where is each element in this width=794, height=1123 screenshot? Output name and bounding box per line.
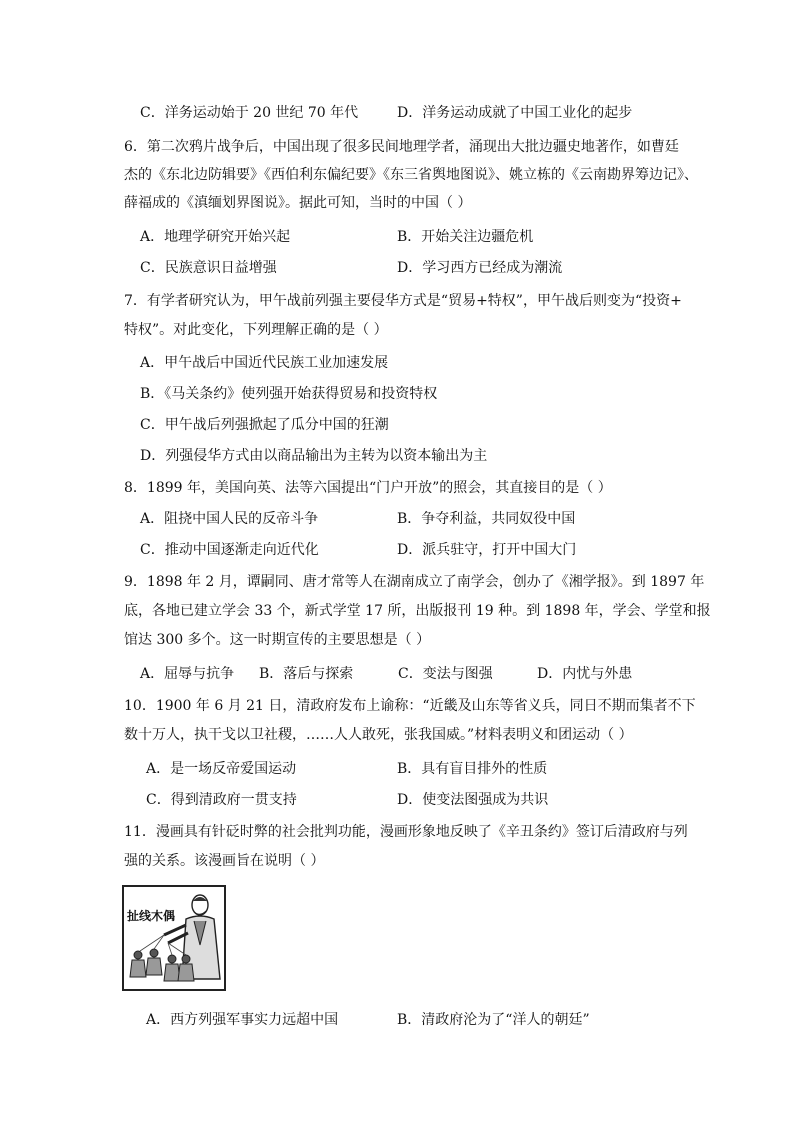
q9-option-c: C．变法与图强 xyxy=(398,666,493,682)
q8-option-b: B．争夺利益，共同奴役中国 xyxy=(397,511,576,527)
q6-option-d: D．学习西方已经成为潮流 xyxy=(397,260,563,276)
q8-option-d: D．派兵驻守，打开中国大门 xyxy=(397,542,577,558)
q5-option-c: C．洋务运动始于 20 世纪 70 年代 xyxy=(140,105,359,121)
q9-stem-line1: 9．1898 年 2 月，谭嗣同、唐才常等人在湖南成立了南学会，创办了《湘学报》。到 1897 年 xyxy=(124,574,705,590)
q6-stem-line1: 6．第二次鸦片战争后，中国出现了很多民间地理学者，涌现出大批边疆史地著作，如曹廷 xyxy=(124,139,679,155)
q10-option-b: B．具有盲目排外的性质 xyxy=(397,761,548,777)
q5-option-d: D．洋务运动成就了中国工业化的起步 xyxy=(397,105,633,121)
q9-option-a: A．屈辱与抗争 xyxy=(140,666,235,682)
q10-stem-line1: 10．1900 年 6 月 21 日，清政府发布上谕称：“近畿及山东等省义兵，同日不期而集者不下 xyxy=(124,698,696,714)
q6-stem-line3: 薛福成的《滇缅划界图说》。据此可知，当时的中国（ ） xyxy=(124,195,472,211)
q9-stem-line2: 底，各地已建立学会 33 个，新式学堂 17 所，出版报刊 19 种。到 1898 年，学会、学堂和报 xyxy=(124,603,711,619)
q10-option-c: C．得到清政府一贯支持 xyxy=(146,792,297,808)
q9-stem-line3: 馆达 300 多个。这一时期宣传的主要思想是（ ） xyxy=(124,632,431,648)
q11-option-b: B．清政府沦为了“洋人的朝廷” xyxy=(397,1012,590,1028)
q11-stem-line2: 强的关系。该漫画旨在说明（ ） xyxy=(124,853,325,869)
q7-option-d: D．列强侵华方式由以商品输出为主转为以资本输出为主 xyxy=(140,448,488,464)
q6-option-a: A．地理学研究开始兴起 xyxy=(140,229,291,245)
q8-option-c: C．推动中国逐渐走向近代化 xyxy=(140,542,319,558)
q7-stem-line1: 7．有学者研究认为，甲午战前列强主要侵华方式是“贸易+特权”，甲午战后则变为“投资+ xyxy=(124,293,682,309)
q10-stem-line2: 数十万人，执干戈以卫社稷，……人人敢死，张我国威。”材料表明义和团运动（ ） xyxy=(124,727,633,743)
q6-option-c: C．民族意识日益增强 xyxy=(140,260,277,276)
q7-stem-line2: 特权”。对此变化，下列理解正确的是（ ） xyxy=(124,322,388,338)
q10-option-a: A．是一场反帝爱国运动 xyxy=(146,761,297,777)
puppet-cartoon xyxy=(122,885,226,991)
q6-stem-line2: 杰的《东北边防辑要》《西伯利东偏纪要》《东三省舆地图说》、姚立栋的《云南勘界筹边记》、 xyxy=(124,167,698,183)
q6-option-b: B．开始关注边疆危机 xyxy=(397,229,534,245)
q10-option-d: D．使变法图强成为共识 xyxy=(397,792,549,808)
q9-option-b: B．落后与探索 xyxy=(259,666,354,682)
q7-option-c: C．甲午战后列强掀起了瓜分中国的狂潮 xyxy=(140,417,389,433)
q9-option-d: D．内忧与外患 xyxy=(537,666,633,682)
q7-option-b: B．《马关条约》使列强开始获得贸易和投资特权 xyxy=(140,386,438,402)
cartoon-caption: 扯线木偶 xyxy=(127,909,176,923)
q8-stem-line1: 8．1899 年，美国向英、法等六国提出“门户开放”的照会，其直接目的是（ ） xyxy=(124,480,612,496)
puppeteer-drawing xyxy=(124,887,224,989)
q11-option-a: A．西方列强军事实力远超中国 xyxy=(146,1012,339,1028)
q7-option-a: A．甲午战后中国近代民族工业加速发展 xyxy=(140,355,389,371)
q11-stem-line1: 11．漫画具有针砭时弊的社会批判功能，漫画形象地反映了《辛丑条约》签订后清政府与列 xyxy=(124,824,688,840)
q8-option-a: A．阻挠中国人民的反帝斗争 xyxy=(140,511,319,527)
